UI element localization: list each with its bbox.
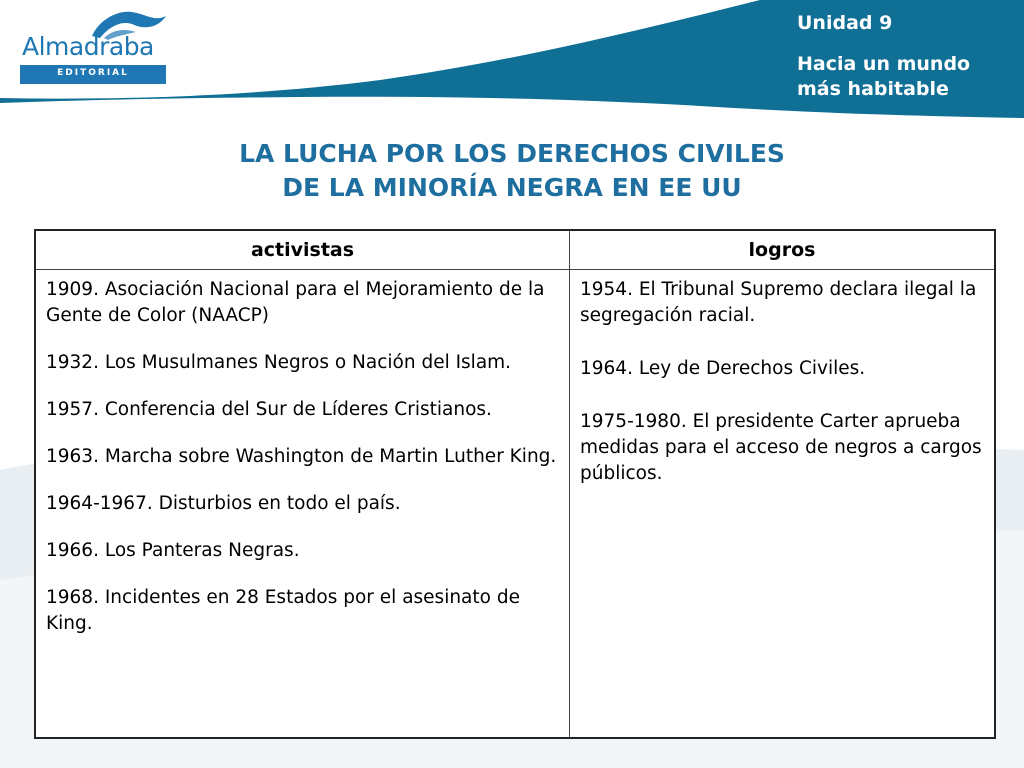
list-item: 1932. Los Musulmanes Negros o Nación del Islam. — [46, 352, 512, 373]
table-row — [35, 270, 995, 739]
column-header-logros: logros — [570, 230, 996, 270]
activistas-cell — [35, 270, 570, 739]
list-item: 1954. El Tribunal Supremo declara ilegal la segregación racial. — [580, 279, 977, 326]
list-item: 1963. Marcha sobre Washington de Martin Luther King. — [46, 446, 557, 467]
logo-subtitle: EDITORIAL — [57, 68, 129, 78]
logros-cell — [570, 270, 996, 739]
logo-name: Almadraba — [22, 32, 154, 61]
list-item: 1964-1967. Disturbios en todo el país. — [46, 493, 401, 514]
page-title-line1: LA LUCHA POR LOS DERECHOS CIVILES — [239, 139, 785, 168]
list-item: 1957. Conferencia del Sur de Líderes Cristianos. — [46, 399, 492, 420]
almadraba-logo — [20, 8, 170, 80]
page-title-line2: DE LA MINORÍA NEGRA EN EE UU — [282, 173, 742, 202]
column-header-activistas: activistas — [35, 230, 570, 270]
table-header-row — [35, 230, 995, 270]
civil-rights-table — [34, 229, 996, 739]
list-item: 1975-1980. El presidente Carter aprueba medidas para el acceso de negros a cargos públicos. — [580, 411, 982, 484]
unit-title: Hacia un mundo más habitable — [797, 53, 971, 100]
list-item: 1909. Asociación Nacional para el Mejoramiento de la Gente de Color (NAACP) — [46, 279, 545, 326]
unit-label: Unidad 9 — [797, 12, 893, 34]
list-item: 1964. Ley de Derechos Civiles. — [580, 358, 866, 379]
list-item: 1968. Incidentes en 28 Estados por el asesinato de King. — [46, 587, 520, 634]
page-title — [0, 137, 1024, 205]
list-item: 1966. Los Panteras Negras. — [46, 540, 300, 561]
